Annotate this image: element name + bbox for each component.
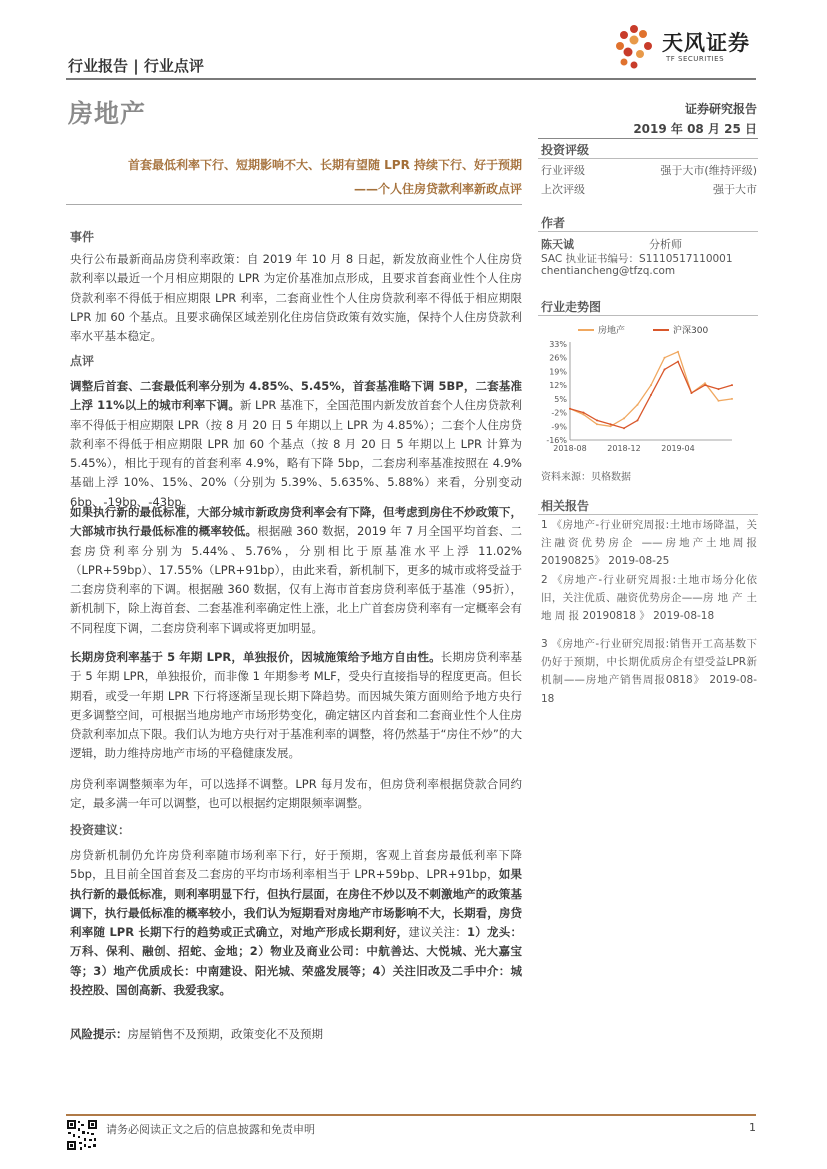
- author-name: 陈天诚: [541, 238, 574, 251]
- y-tick-label: 33%: [549, 340, 567, 349]
- data-point: [623, 427, 625, 429]
- advice-text-2: 建议关注：: [408, 925, 468, 940]
- subtitle-line-1: 首套最低利率下行、短期影响不大、长期有望随 LPR 持续下行、好于预期: [127, 158, 522, 172]
- risk-paragraph: [70, 1025, 522, 1044]
- risk-text: 房屋销售不及预期，政策变化不及预期: [127, 1027, 323, 1041]
- author-heading: 作者: [541, 216, 566, 230]
- data-point: [718, 400, 720, 402]
- paragraph-3-lead: 长期房贷利率基于 5 年期 LPR，单独报价，因城施策给予地方自由性。: [70, 650, 441, 664]
- data-point: [637, 404, 639, 406]
- related-report-3[interactable]: 3 《房地产-行业研究周报:销售开工高基数下仍好于预期，中长期优质房企有望受益LPR新机制——房地产销售周报0818》 2019-08-18: [541, 638, 757, 705]
- qr-code-icon: [66, 1119, 98, 1151]
- data-point: [677, 361, 679, 363]
- data-point: [691, 392, 693, 394]
- page-number: 1: [749, 1121, 756, 1134]
- subtitle-divider: [66, 204, 522, 205]
- rating-divider: [538, 158, 758, 159]
- event-heading: 事件: [70, 230, 95, 244]
- y-tick-label: 19%: [549, 367, 567, 377]
- comment-paragraph-1: [70, 377, 522, 512]
- previous-rating-value: 强于大市: [713, 183, 757, 196]
- data-point: [731, 384, 733, 386]
- y-tick-label: 5%: [554, 394, 567, 404]
- data-point: [650, 394, 652, 396]
- data-point: [623, 417, 625, 419]
- data-point: [704, 384, 706, 386]
- event-paragraph: 央行公布最新商品房贷利率政策：自 2019 年 10 月 8 日起，新发放商业性个人住房贷款利率以最近一个月相应期限的 LPR 为定价基准加点形成，且要求首套商业性个人住房贷款利率不得低于相应期限 LPR 利率，二套商业性个人住房贷款利率不得低于相应期限 LPR 加 60 个基点。且要求确保区域差别化住房信贷政策有效实施，保持个人住房贷款利率水平基本稳定。: [70, 252, 522, 344]
- related-report-2[interactable]: 2 《房地产-行业研究周报:土地市场分化依旧，关注优质、融资优势房企——房 地 产 土 地 周 报 20190818 》 2019-08-18: [541, 574, 757, 623]
- paragraph-2-lead: 如果执行新的最低标准，大部分城市新政房贷利率会有下降，但考虑到房住不炒政策下，大部城市执行最低标准的概率较低。: [70, 505, 522, 539]
- brand-name: 天风证券: [662, 31, 750, 55]
- data-point: [664, 357, 666, 359]
- trend-chart: [538, 318, 758, 458]
- data-point: [583, 412, 585, 414]
- data-point: [596, 423, 598, 425]
- sector-title: 房地产: [68, 99, 147, 128]
- legend-label: 沪深300: [673, 326, 709, 336]
- x-tick-label: 2018-12: [607, 444, 641, 453]
- comment-heading: 点评: [70, 354, 95, 368]
- y-tick-label: -9%: [551, 422, 567, 432]
- data-point: [718, 388, 720, 390]
- paragraph-1-text: 新 LPR 基准下，全国范围内新发放首套个人住房贷款利率不得低于相应期限 LPR（按 8 月 20 日 5 年期以上 LPR 为 4.85%）；二套个人住房贷款利率不得低于相应期限 LPR 加 60 个基点（按 8 月 20 日 5 年期以上 LPR 计算为 5.45%），相比于现有的首套利率 4.9%，略有下降 5bp，二套房利率基准按照在 4.9%基础上浮 10%、15%、20%（分别为 5.39%、5.635%、5.88%）来看，分别变动 6bp、-19bp、-43bp。: [70, 398, 522, 509]
- header-divider: [66, 78, 756, 80]
- legend-label: 房地产: [598, 326, 626, 336]
- data-point: [610, 423, 612, 425]
- data-point: [650, 384, 652, 386]
- author-role: 分析师: [649, 238, 682, 251]
- footer-disclaimer: 请务必阅读正文之后的信息披露和免责申明: [106, 1123, 315, 1136]
- advice-paragraph: [70, 846, 522, 1000]
- data-point: [664, 369, 666, 371]
- sidebar-divider: [538, 138, 758, 139]
- chart-source: 资料来源：贝格数据: [541, 472, 631, 483]
- related-heading: 相关报告: [541, 499, 590, 513]
- data-point: [731, 398, 733, 400]
- trend-divider: [538, 315, 758, 316]
- data-point: [610, 425, 612, 427]
- report-subtitle: [70, 153, 522, 201]
- subtitle-line-2: ——个人住房贷款利率新政点评: [353, 182, 522, 196]
- data-point: [596, 419, 598, 421]
- y-tick-label: 26%: [549, 353, 567, 363]
- y-tick-label: 12%: [549, 381, 567, 391]
- author-license: SAC 执业证书编号：S1110517110001: [541, 253, 733, 265]
- author-divider: [538, 231, 758, 232]
- trend-heading: 行业走势图: [541, 300, 602, 314]
- y-tick-label: -2%: [551, 408, 567, 418]
- report-type: 证券研究报告: [684, 102, 757, 116]
- paragraph-2-text: 根据融 360 数据，2019 年 7 月全国平均首套、二套房贷利率分别为 5.44%、5.76%，分别相比于原基准水平上浮 11.02%（LPR+59bp）、17.55%（LPR+91bp），由此来看，新机制下，更多的城市或将受益于二套房贷利率的下调。根据融 360 数据，仅有上海市首套房贷利率低于基准（95折），新机制下，除上海首套、二套基准利率确定性上涨，北上广首套房贷利率有一定概率会有不同程度下调，二套房贷利率下调或将更加明显。: [70, 524, 523, 635]
- paragraph-3-text: 长期房贷利率基于 5 年期 LPR，单独报价，而非像 1 年期参考 MLF，受央行直接指导的程度更高。但长期看，或受一年期 LPR 下行将逐渐呈现长期下降趋势。而因城失策方面则给予地方央行更多调整空间，可根据当地房地产市场形势变化，确定辖区内首套和二套商业性个人住房贷款利率加点下限。我们认为地方央行对于基准利率的调整，将仍然基于“房住不炒”的大逻辑，助力维持房地产市场的平稳健康发展。: [70, 650, 523, 761]
- comment-paragraph-2: [70, 503, 522, 638]
- y-tick-label: -16%: [546, 436, 567, 445]
- series-line-1: [570, 352, 732, 427]
- brand-logo: [612, 24, 762, 72]
- footer-divider: [66, 1114, 756, 1116]
- rating-value: 强于大市(维持评级): [660, 164, 757, 177]
- author-email[interactable]: chentiancheng@tfzq.com: [541, 265, 676, 277]
- advice-text: 房贷新机制仍允许房贷利率随市场利率下行，好于预期，客观上首套房最低利率下降 5bp，且目前全国首套及二套房的平均市场利率相当于 LPR+59bp、LPR+91bp，: [70, 848, 522, 882]
- data-point: [637, 419, 639, 421]
- data-point: [677, 351, 679, 353]
- advice-heading: 投资建议：: [70, 823, 131, 837]
- data-point: [583, 414, 585, 416]
- report-date: 2019 年 08 月 25 日: [633, 122, 757, 136]
- rating-label: 行业评级: [541, 164, 585, 177]
- risk-label: 风险提示：: [70, 1027, 128, 1041]
- paragraph-1-lead: 调整后首套、二套最低利率分别为 4.85%、5.45%，首套基准略下调 5BP，二套基准上浮 11%以上的城市利率下调。: [70, 379, 522, 413]
- advice-picks: 1）龙头：万科、保利、融创、招蛇、金地；2）物业及商业公司：中航善达、大悦城、光大嘉宝等；3）地产优质成长：中南建设、阳光城、荣盛发展等；4）关注旧改及二手中介：城投控股、国创高新、我爱我家。: [70, 925, 522, 998]
- data-point: [569, 408, 571, 410]
- report-category: 行业报告 | 行业点评: [68, 57, 204, 75]
- comment-paragraph-4: 房贷利率调整频率为年，可以选择不调整。LPR 每月发布，但房贷利率根据贷款合同约定，最多满一年可以调整，也可以根据约定期限频率调整。: [70, 777, 522, 811]
- comment-paragraph-3: [70, 648, 522, 764]
- previous-rating-label: 上次评级: [541, 183, 585, 196]
- data-point: [704, 382, 706, 384]
- x-tick-label: 2019-04: [661, 444, 695, 453]
- related-divider: [538, 514, 758, 515]
- advice-bold: 如果执行新的最低标准，则利率明显下行，但执行层面，在房住不炒以及不刺激地产的政策基调下，执行最低标准的概率较小，我们认为短期看对房地产市场影响不大，长期看，房贷利率随 LPR 长期下行的趋势或正式确立，对地产形成长期利好，: [70, 867, 522, 940]
- related-report-1[interactable]: 1 《房地产-行业研究周报:土地市场降温，关注融资优势房企 ——房地产土地周报 20190825》 2019-08-25: [541, 519, 757, 568]
- x-tick-label: 2018-08: [553, 444, 587, 453]
- logo-mark-icon: [612, 24, 658, 70]
- rating-heading: 投资评级: [541, 143, 590, 157]
- brand-name-en: TF SECURITIES: [666, 55, 725, 63]
